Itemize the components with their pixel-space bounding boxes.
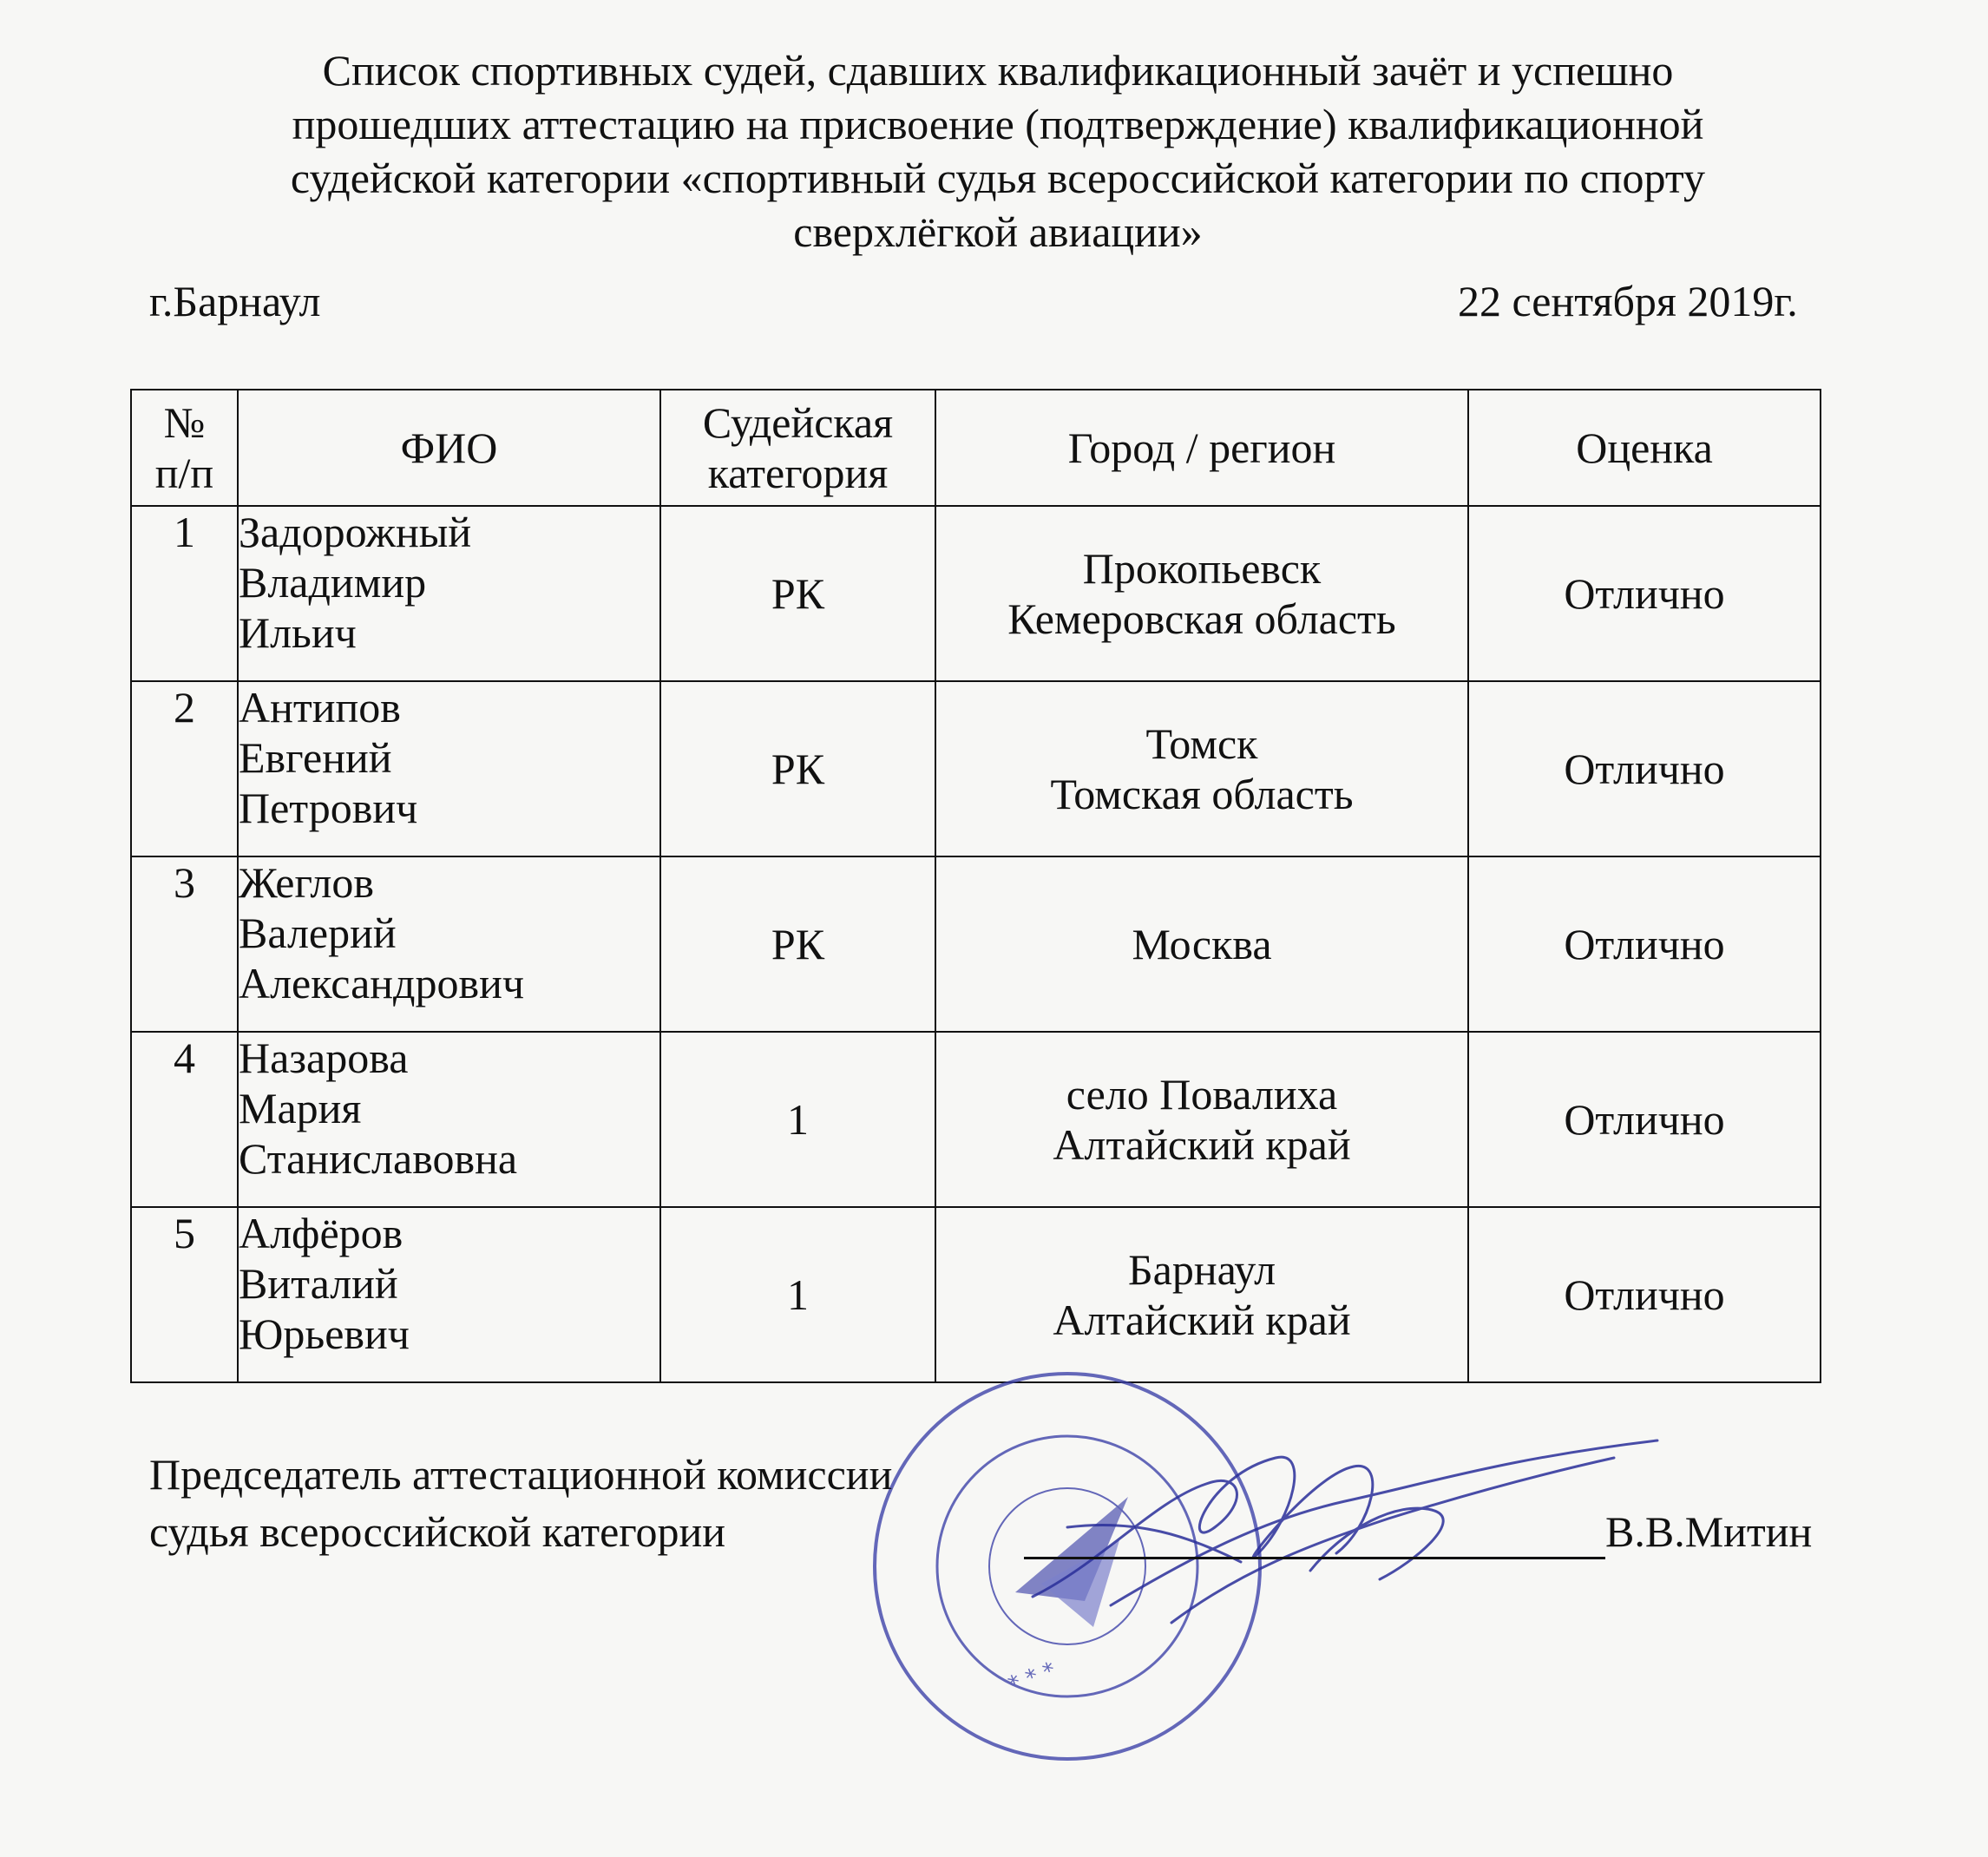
cell-mark: Отлично [1468, 1207, 1821, 1382]
cell-mark: Отлично [1468, 1032, 1821, 1207]
title-line: судейской категории «спортивный судья всероссийской категории по спорту [290, 154, 1706, 202]
cell-category: РК [660, 681, 935, 856]
document-date: 22 сентября 2019г. [1458, 277, 1798, 325]
cell-category: 1 [660, 1207, 935, 1382]
cell-mark: Отлично [1468, 681, 1821, 856]
title-line: сверхлёгкой авиации» [793, 207, 1203, 256]
cell-category: РК [660, 856, 935, 1032]
table-row [131, 681, 1821, 856]
cell-fio: Алфёров Виталий Юрьевич [238, 1207, 660, 1382]
table-row [131, 1032, 1821, 1207]
cell-fio: Антипов Евгений Петрович [238, 681, 660, 856]
cell-city: Прокопьевск Кемеровская область [935, 506, 1468, 681]
cell-fio: Жеглов Валерий Александрович [238, 856, 660, 1032]
table-header-row [131, 390, 1821, 506]
title-line: прошедших аттестацию на присвоение (подтверждение) квалификационной [292, 100, 1704, 148]
cell-num: 4 [131, 1032, 238, 1207]
header-city: Город / регион [935, 390, 1468, 506]
cell-num: 1 [131, 506, 238, 681]
cell-num: 2 [131, 681, 238, 856]
document-place: г.Барнаул [149, 277, 321, 325]
title-line: Список спортивных судей, сдавших квалификационный зачёт и успешно [322, 46, 1674, 95]
header-mark: Оценка [1468, 390, 1821, 506]
cell-mark: Отлично [1468, 856, 1821, 1032]
cell-city: Москва [935, 856, 1468, 1032]
svg-text:* * *: * * * [1005, 1657, 1060, 1699]
cell-city: Барнаул Алтайский край [935, 1207, 1468, 1382]
chairman-category: судья всероссийской категории [149, 1507, 726, 1556]
signature-line [1024, 1557, 1605, 1559]
cell-num: 5 [131, 1207, 238, 1382]
judges-table [130, 389, 1821, 1383]
cell-mark: Отлично [1468, 506, 1821, 681]
cell-category: РК [660, 506, 935, 681]
header-num: № п/п [131, 390, 238, 506]
chairman-title: Председатель аттестационной комиссии [149, 1450, 893, 1499]
chairman-name: В.В.Митин [1605, 1507, 1813, 1556]
cell-city: Томск Томская область [935, 681, 1468, 856]
cell-fio: Назарова Мария Станиславовна [238, 1032, 660, 1207]
table-row [131, 856, 1821, 1032]
cell-num: 3 [131, 856, 238, 1032]
table-row [131, 506, 1821, 681]
header-category: Судейская категория [660, 390, 935, 506]
cell-fio: Задорожный Владимир Ильич [238, 506, 660, 681]
cell-city: село Повалиха Алтайский край [935, 1032, 1468, 1207]
header-fio: ФИО [238, 390, 660, 506]
document-title [130, 43, 1866, 259]
cell-category: 1 [660, 1032, 935, 1207]
table-row [131, 1207, 1821, 1382]
handwritten-signature [981, 1423, 1675, 1649]
